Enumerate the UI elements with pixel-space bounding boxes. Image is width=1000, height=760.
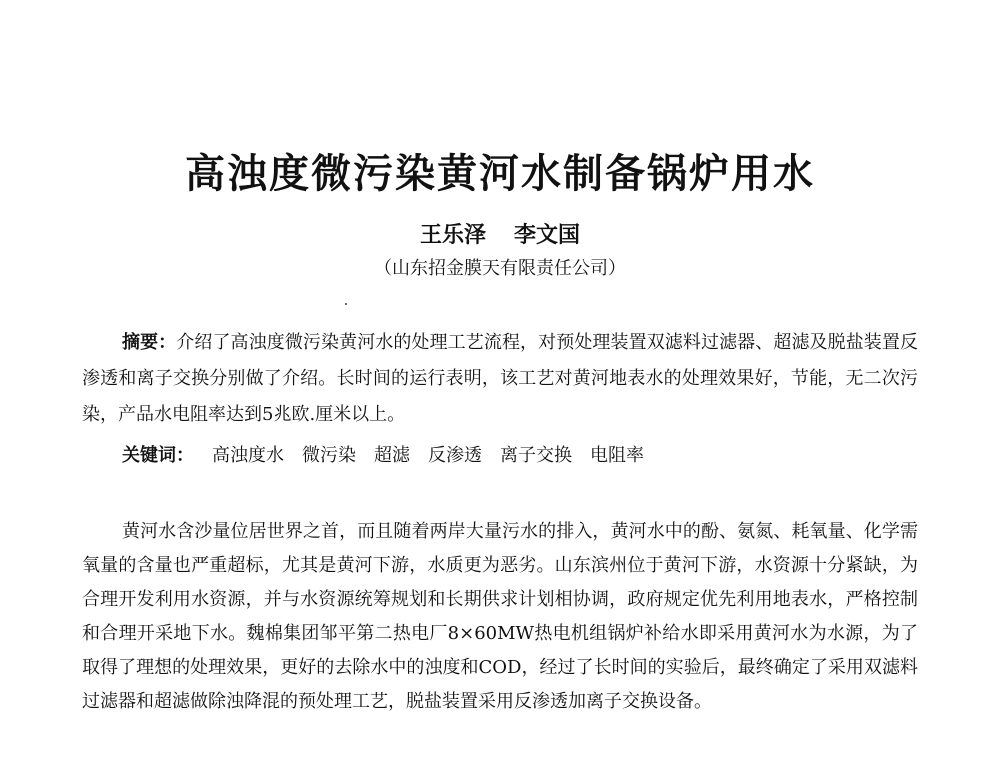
keyword: 超滤	[374, 445, 410, 466]
keyword: 电阻率	[590, 445, 644, 466]
abstract-label: 摘要：	[122, 332, 177, 353]
scan-speck	[345, 303, 347, 305]
keyword: 反渗透	[428, 445, 482, 466]
keywords-label: 关键词：	[122, 445, 194, 466]
keywords	[122, 438, 922, 474]
abstract	[82, 325, 918, 433]
author-affiliation: （山东招金膜天有限责任公司）	[374, 258, 626, 279]
author-name: 李文国	[514, 222, 581, 248]
keyword: 微污染	[302, 445, 356, 466]
paper-title: 高浊度微污染黄河水制备锅炉用水	[185, 150, 815, 197]
author-list	[0, 220, 1000, 250]
keyword: 离子交换	[500, 445, 572, 466]
keyword: 高浊度水	[212, 445, 284, 466]
author-name: 王乐泽	[419, 222, 486, 248]
body-paragraph: 黄河水含沙量位居世界之首，而且随着两岸大量污水的排入，黄河水中的酚、氨氮、耗氧量、化学需氧量的含量也严重超标，尤其是黄河下游，水质更为恶劣。山东滨州位于黄河下游，水资源十分紧缺，为合理开发利用水资源，并与水资源统筹规划和长期供求计划相协调，政府规定优先利用地表水，严格控制和合理开采地下水。魏棉集团邹平第二热电厂8×60MW热电机组锅炉补给水即采用黄河水为水源，为了取得了理想的处理效果，更好的去除水中的浊度和COD，经过了长时间的实验后，最终确定了采用双滤料过滤器和超滤做除浊降混的预处理工艺，脱盐装置采用反渗透加离子交换设备。	[82, 521, 918, 712]
abstract-text: 介绍了高浊度微污染黄河水的处理工艺流程，对预处理装置双滤料过滤器、超滤及脱盐装置反渗透和离子交换分别做了介绍。长时间的运行表明，该工艺对黄河地表水的处理效果好，节能，无二次污染，产品水电阻率达到5兆欧.厘米以上。	[82, 332, 918, 425]
